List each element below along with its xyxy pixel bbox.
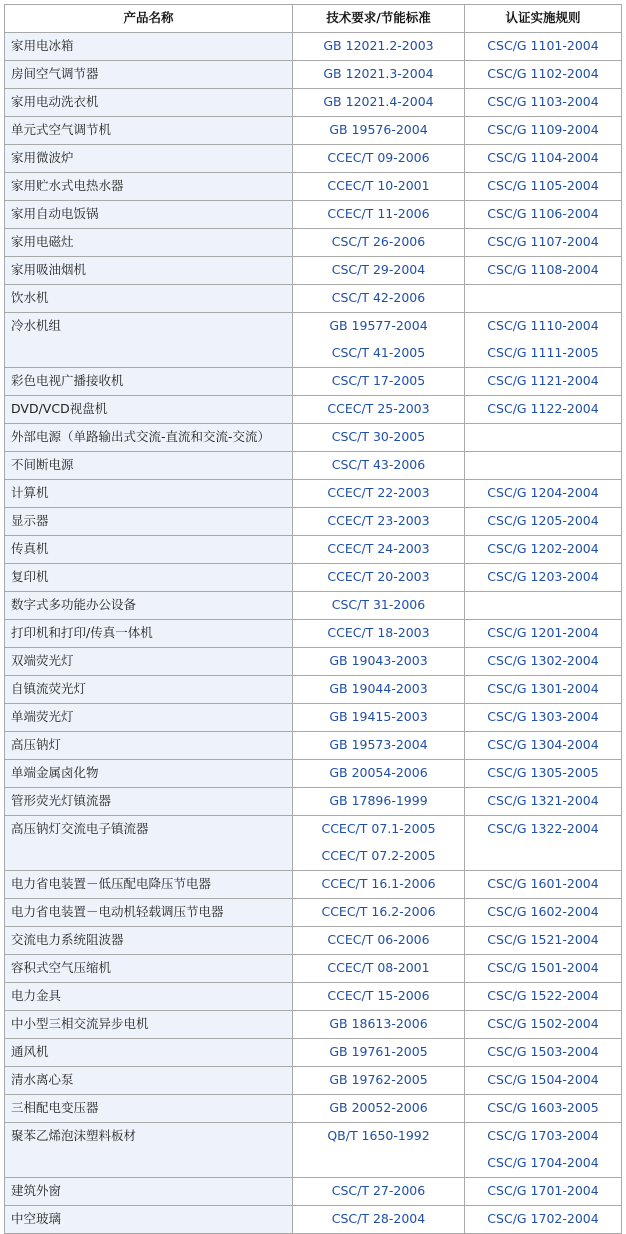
standard-link[interactable]: CCEC/T 16.1-2006 [321,876,436,891]
standard-cell [293,592,465,620]
table-body [5,33,622,1234]
cert-rule-cell [465,173,622,201]
product-name-cell: DVD/VCD视盘机 [5,396,293,424]
standard-cell [293,201,465,229]
standard-cell [293,1095,465,1123]
product-name-cell: 单端金属卤化物 [5,760,293,788]
standard-cell [293,648,465,676]
cert-rule-link[interactable]: CSC/G 1107-2004 [487,234,599,249]
cert-rule-link[interactable]: CSC/G 1106-2004 [487,206,599,221]
table-row [5,620,622,648]
cert-rule-cell [465,368,622,396]
cert-rule-cell [465,760,622,788]
cert-rule-link[interactable]: CSC/G 1302-2004 [487,653,599,668]
table-header-row [5,5,622,33]
standard-link[interactable]: CCEC/T 23-2003 [327,513,430,528]
cert-rule-link[interactable]: CSC/G 1502-2004 [487,1016,599,1031]
cert-rule-link[interactable]: CSC/G 1201-2004 [487,625,599,640]
table-row [5,1067,622,1095]
cert-rule-cell [465,620,622,648]
product-name-cell: 家用电动洗衣机 [5,89,293,117]
cert-rule-link[interactable]: CSC/G 1111-2005 [487,345,599,360]
cert-rule-cell [465,732,622,760]
standard-link[interactable]: GB 19044-2003 [329,681,428,696]
standard-cell [293,368,465,396]
cert-rule-link[interactable]: CSC/G 1304-2004 [487,737,599,752]
cert-rule-link[interactable]: CSC/G 1101-2004 [487,38,599,53]
table-row [5,257,622,285]
standard-cell [293,564,465,592]
standard-cell [293,1039,465,1067]
standard-cell [293,620,465,648]
product-name-cell: 外部电源（单路输出式交流-直流和交流-交流） [5,424,293,452]
standard-cell [293,1011,465,1039]
product-name-cell: 电力省电装置－低压配电降压节电器 [5,871,293,899]
cert-rule-cell [465,788,622,816]
table-row [5,117,622,145]
standard-link[interactable]: CCEC/T 25-2003 [327,401,430,416]
table-row [5,592,622,620]
table-row [5,955,622,983]
table-row [5,1011,622,1039]
product-name-cell: 单端荧光灯 [5,704,293,732]
cert-rule-link[interactable]: CSC/G 1522-2004 [487,988,599,1003]
standard-cell [293,1206,465,1234]
cert-rule-cell [465,1039,622,1067]
cert-rule-cell [465,480,622,508]
cert-rule-cell [465,592,622,620]
product-name-cell: 中空玻璃 [5,1206,293,1234]
cert-rule-link[interactable]: CSC/G 1521-2004 [487,932,599,947]
standard-link[interactable]: CSC/T 17-2005 [331,373,426,388]
table-row [5,788,622,816]
table-row [5,173,622,201]
cert-rule-cell [465,1067,622,1095]
product-name-cell: 彩色电视广播接收机 [5,368,293,396]
table-row [5,1178,622,1206]
table-row [5,229,622,257]
cert-rule-cell [465,1206,622,1234]
standard-link[interactable]: GB 19576-2004 [329,122,428,137]
cert-rule-cell [465,313,622,368]
standard-link[interactable]: CSC/T 41-2005 [331,345,426,360]
product-name-cell: 家用吸油烟机 [5,257,293,285]
standard-link[interactable]: GB 19761-2005 [329,1044,428,1059]
cert-rule-cell [465,927,622,955]
standard-cell [293,508,465,536]
standard-cell [293,899,465,927]
standard-link[interactable]: CSC/T 26-2006 [331,234,426,249]
standard-link[interactable]: GB 19415-2003 [329,709,428,724]
standard-link[interactable]: GB 19577-2004 [329,318,428,333]
table-row [5,536,622,564]
standard-cell [293,1123,465,1178]
standard-cell [293,313,465,368]
energy-cert-table-container [4,4,621,1234]
table-row [5,760,622,788]
cert-rule-link[interactable]: CSC/G 1102-2004 [487,66,599,81]
cert-rule-cell [465,229,622,257]
standard-link[interactable]: CCEC/T 10-2001 [327,178,430,193]
standard-link[interactable]: GB 19043-2003 [329,653,428,668]
table-row [5,61,622,89]
cert-rule-cell [465,452,622,480]
product-name-cell: 自镇流荧光灯 [5,676,293,704]
product-name-cell: 交流电力系统阻波器 [5,927,293,955]
product-name-cell: 家用自动电饭锅 [5,201,293,229]
cert-rule-link[interactable]: CSC/G 1305-2005 [487,765,599,780]
standard-cell [293,89,465,117]
standard-link[interactable]: CSC/T 29-2004 [331,262,426,277]
cert-rule-cell [465,89,622,117]
standard-link[interactable]: GB 20052-2006 [329,1100,428,1115]
standard-cell [293,229,465,257]
table-row [5,983,622,1011]
table-row [5,676,622,704]
standard-cell [293,788,465,816]
standard-link[interactable]: CSC/T 30-2005 [331,429,426,444]
standard-cell [293,285,465,313]
table-row [5,508,622,536]
standard-link[interactable]: CCEC/T 08-2001 [327,960,430,975]
product-name-cell: 管形荧光灯镇流器 [5,788,293,816]
cert-rule-cell [465,564,622,592]
table-row [5,89,622,117]
product-name-cell: 清水离心泵 [5,1067,293,1095]
cert-rule-cell [465,1011,622,1039]
cert-rule-cell [465,33,622,61]
cert-rule-link[interactable]: CSC/G 1103-2004 [487,94,599,109]
table-row [5,424,622,452]
table-row [5,396,622,424]
standard-cell [293,732,465,760]
table-row [5,732,622,760]
standard-link[interactable]: CCEC/T 09-2006 [327,150,430,165]
cert-rule-cell [465,201,622,229]
table-row [5,1095,622,1123]
standard-cell [293,452,465,480]
table-row [5,1039,622,1067]
cert-rule-link[interactable]: CSC/G 1204-2004 [487,485,599,500]
cert-rule-cell [465,1178,622,1206]
header-cert-rule: 认证实施规则 [465,5,622,33]
standard-cell [293,145,465,173]
product-name-cell: 高压钠灯交流电子镇流器 [5,816,293,871]
cert-rule-link[interactable]: CSC/G 1704-2004 [487,1155,599,1170]
table-row [5,648,622,676]
standard-link[interactable]: CSC/T 42-2006 [331,290,426,305]
standard-cell [293,61,465,89]
standard-cell [293,396,465,424]
standard-cell [293,816,465,871]
standard-link[interactable]: CCEC/T 16.2-2006 [321,904,436,919]
standard-link[interactable]: CCEC/T 06-2006 [327,932,430,947]
cert-rule-link[interactable]: CSC/G 1501-2004 [487,960,599,975]
cert-rule-link[interactable]: CSC/G 1603-2005 [487,1100,599,1115]
standard-link[interactable]: GB 12021.4-2004 [323,94,434,109]
table-row [5,201,622,229]
product-name-cell: 单元式空气调节机 [5,117,293,145]
table-row [5,704,622,732]
product-name-cell: 显示器 [5,508,293,536]
cert-rule-link[interactable]: CSC/G 1504-2004 [487,1072,599,1087]
cert-rule-link[interactable]: CSC/G 1104-2004 [487,150,599,165]
standard-cell [293,257,465,285]
standard-cell [293,173,465,201]
standard-link[interactable]: CSC/T 27-2006 [331,1183,426,1198]
cert-rule-link[interactable]: CSC/G 1109-2004 [487,122,599,137]
standard-cell [293,480,465,508]
standard-link[interactable]: CCEC/T 07.1-2005 [321,821,436,836]
standard-link[interactable]: CCEC/T 22-2003 [327,485,430,500]
standard-cell [293,424,465,452]
standard-link[interactable]: CSC/T 31-2006 [331,597,426,612]
table-row [5,816,622,871]
table-row [5,564,622,592]
standard-cell [293,1178,465,1206]
cert-rule-link[interactable]: CSC/G 1301-2004 [487,681,599,696]
cert-rule-cell [465,955,622,983]
cert-rule-link[interactable]: CSC/G 1503-2004 [487,1044,599,1059]
standard-cell [293,927,465,955]
cert-rule-cell [465,285,622,313]
standard-cell [293,871,465,899]
cert-rule-cell [465,899,622,927]
standard-cell [293,117,465,145]
product-name-cell: 电力省电装置－电动机轻载调压节电器 [5,899,293,927]
standard-cell [293,676,465,704]
product-name-cell: 传真机 [5,536,293,564]
standard-cell [293,1067,465,1095]
product-name-cell: 电力金具 [5,983,293,1011]
cert-rule-cell [465,257,622,285]
cert-rule-link[interactable]: CSC/G 1202-2004 [487,541,599,556]
header-standard: 技术要求/节能标准 [293,5,465,33]
product-name-cell: 数字式多功能办公设备 [5,592,293,620]
product-name-cell: 三相配电变压器 [5,1095,293,1123]
table-row [5,1206,622,1234]
product-name-cell: 饮水机 [5,285,293,313]
cert-rule-link[interactable]: CSC/G 1601-2004 [487,876,599,891]
standard-link[interactable]: GB 19573-2004 [329,737,428,752]
cert-rule-cell [465,704,622,732]
product-name-cell: 中小型三相交流异步电机 [5,1011,293,1039]
cert-rule-cell [465,508,622,536]
energy-cert-table [4,4,622,1234]
cert-rule-link[interactable]: CSC/G 1701-2004 [487,1183,599,1198]
cert-rule-cell [465,396,622,424]
table-row [5,285,622,313]
cert-rule-link[interactable]: CSC/G 1303-2004 [487,709,599,724]
product-name-cell: 家用电冰箱 [5,33,293,61]
product-name-cell: 冷水机组 [5,313,293,368]
table-row [5,313,622,368]
standard-cell [293,760,465,788]
table-row [5,899,622,927]
cert-rule-cell [465,117,622,145]
cert-rule-link[interactable]: CSC/G 1322-2004 [487,821,599,836]
standard-link[interactable]: CCEC/T 15-2006 [327,988,430,1003]
product-name-cell: 高压钠灯 [5,732,293,760]
product-name-cell: 家用电磁灶 [5,229,293,257]
table-row [5,1123,622,1178]
cert-rule-link[interactable]: CSC/G 1105-2004 [487,178,599,193]
cert-rule-link[interactable]: CSC/G 1110-2004 [487,318,599,333]
cert-rule-cell [465,816,622,871]
product-name-cell: 聚苯乙烯泡沫塑料板材 [5,1123,293,1178]
product-name-cell: 计算机 [5,480,293,508]
product-name-cell: 双端荧光灯 [5,648,293,676]
standard-link[interactable]: GB 19762-2005 [329,1072,428,1087]
table-row [5,368,622,396]
header-product-name: 产品名称 [5,5,293,33]
cert-rule-link[interactable]: CSC/G 1108-2004 [487,262,599,277]
cert-rule-link[interactable]: CSC/G 1205-2004 [487,513,599,528]
standard-link[interactable]: CCEC/T 18-2003 [327,625,430,640]
product-name-cell: 不间断电源 [5,452,293,480]
product-name-cell: 复印机 [5,564,293,592]
cert-rule-link[interactable]: CSC/G 1321-2004 [487,793,599,808]
standard-cell [293,33,465,61]
product-name-cell: 家用贮水式电热水器 [5,173,293,201]
cert-rule-cell [465,1095,622,1123]
standard-cell [293,704,465,732]
product-name-cell: 建筑外窗 [5,1178,293,1206]
standard-link[interactable]: CSC/T 43-2006 [331,457,426,472]
cert-rule-link[interactable]: CSC/G 1122-2004 [487,401,599,416]
standard-link[interactable]: GB 20054-2006 [329,765,428,780]
table-row [5,33,622,61]
standard-link[interactable]: CSC/T 28-2004 [331,1211,426,1226]
cert-rule-cell [465,424,622,452]
standard-cell [293,955,465,983]
standard-link[interactable]: GB 12021.2-2003 [323,38,434,53]
cert-rule-link[interactable]: CSC/G 1702-2004 [487,1211,599,1226]
table-row [5,871,622,899]
standard-cell [293,983,465,1011]
standard-link[interactable]: GB 17896-1999 [329,793,428,808]
cert-rule-cell [465,983,622,1011]
standard-cell [293,536,465,564]
product-name-cell: 房间空气调节器 [5,61,293,89]
cert-rule-cell [465,648,622,676]
cert-rule-cell [465,536,622,564]
cert-rule-link[interactable]: CSC/G 1602-2004 [487,904,599,919]
table-row [5,927,622,955]
cert-rule-cell [465,145,622,173]
standard-link[interactable]: CCEC/T 11-2006 [327,206,430,221]
cert-rule-link[interactable]: CSC/G 1703-2004 [487,1128,599,1143]
standard-link[interactable]: GB 12021.3-2004 [323,66,434,81]
product-name-cell: 家用微波炉 [5,145,293,173]
product-name-cell: 通风机 [5,1039,293,1067]
table-row [5,145,622,173]
cert-rule-cell [465,61,622,89]
cert-rule-link[interactable]: CSC/G 1121-2004 [487,373,599,388]
standard-link[interactable]: GB 18613-2006 [329,1016,428,1031]
standard-link[interactable]: CCEC/T 07.2-2005 [321,848,436,863]
table-row [5,452,622,480]
standard-link[interactable]: QB/T 1650-1992 [327,1128,430,1143]
table-row [5,480,622,508]
cert-rule-cell [465,676,622,704]
cert-rule-cell [465,871,622,899]
product-name-cell: 打印机和打印/传真一体机 [5,620,293,648]
product-name-cell: 容积式空气压缩机 [5,955,293,983]
standard-link[interactable]: CCEC/T 20-2003 [327,569,430,584]
cert-rule-cell [465,1123,622,1178]
cert-rule-link[interactable]: CSC/G 1203-2004 [487,569,599,584]
standard-link[interactable]: CCEC/T 24-2003 [327,541,430,556]
